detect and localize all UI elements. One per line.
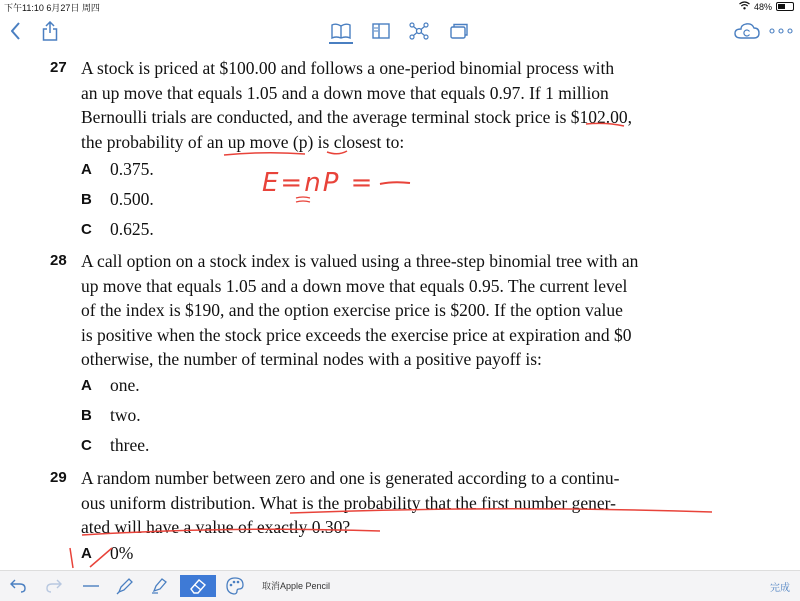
option-text: 0.375. [110,159,154,179]
question-line: otherwise, the number of terminal nodes with a positive payoff is: [81,349,542,369]
highlighter-tool-icon[interactable] [148,575,170,597]
share-icon[interactable] [40,20,60,42]
handwritten-annotation: E=nP = [262,168,375,198]
option-letter: A [81,377,92,394]
question-text [81,56,741,154]
status-bar [0,0,800,14]
question-line: the probability of an up move (p) is closest to: [81,131,405,152]
cloud-sync-icon[interactable] [733,20,761,42]
pen-tool-icon[interactable] [114,575,136,597]
option-letter: C [81,221,92,238]
option-letter: A [81,161,92,178]
question-line: Bernoulli trials are conducted, and the average terminal stock price is $102.00, [81,107,633,127]
cancel-apple-pencil[interactable]: 取消Apple Pencil [262,581,331,591]
nav-bar [0,14,800,48]
question-line: A call option on a stock index is valued using a three-step binomial tree with an [81,251,639,271]
battery-icon [776,2,794,11]
redo-icon[interactable] [44,575,64,597]
question-number: 29 [50,469,67,486]
option-text: 0.500. [110,189,154,209]
option-text: one. [110,375,140,395]
eraser-tool-icon[interactable] [180,575,216,597]
wifi-icon [739,1,750,12]
option-letter: B [81,407,92,424]
more-icon[interactable] [768,20,794,42]
question-text [81,466,741,540]
question-number: 28 [50,252,67,269]
option-text: 0% [110,543,134,563]
back-icon[interactable] [8,20,24,42]
question-line: an up move that equals 1.05 and a down move that equals 0.97. If 1 million [81,82,609,103]
mindmap-icon[interactable] [407,20,431,42]
option-text: two. [110,405,141,425]
document-page[interactable] [0,48,800,570]
color-palette-icon[interactable] [224,575,246,597]
question-number: 27 [50,59,67,76]
done-button[interactable]: 完成 [770,583,790,594]
option-text: 0.625. [110,219,154,239]
option-letter: C [81,437,92,454]
status-time-date: 下午11:10 6月27日 周四 [4,3,100,13]
undo-icon[interactable] [8,575,28,597]
layers-icon[interactable] [447,20,471,42]
question-line: ated will have a value of exactly 0.30? [81,517,351,537]
battery-fill [778,4,785,9]
question-line: of the index is $190, and the option exercise price is $200. If the option value [81,300,623,320]
panels-icon[interactable] [369,20,393,42]
question-line: is positive when the stock price exceeds the exercise price at expiration and $0 [81,324,632,345]
status-right [739,1,794,12]
option-letter: B [81,191,92,208]
option-letter: A [81,545,92,562]
question-line: A stock is priced at $100.00 and follows a one-period binomial process with [81,58,615,78]
book-icon[interactable] [329,20,353,44]
battery-percent: 48% [753,1,772,12]
option-text: three. [110,435,150,455]
question-text [81,249,741,372]
question-line: up move that equals 1.05 and a down move that equals 0.95. The current level [81,275,628,296]
pencil-toolbar [0,570,800,601]
question-line: A random number between zero and one is generated according to a continu- [81,468,620,488]
line-tool-icon[interactable] [80,575,102,597]
question-line: ous uniform distribution. What is the probability that the first number gener- [81,492,616,513]
